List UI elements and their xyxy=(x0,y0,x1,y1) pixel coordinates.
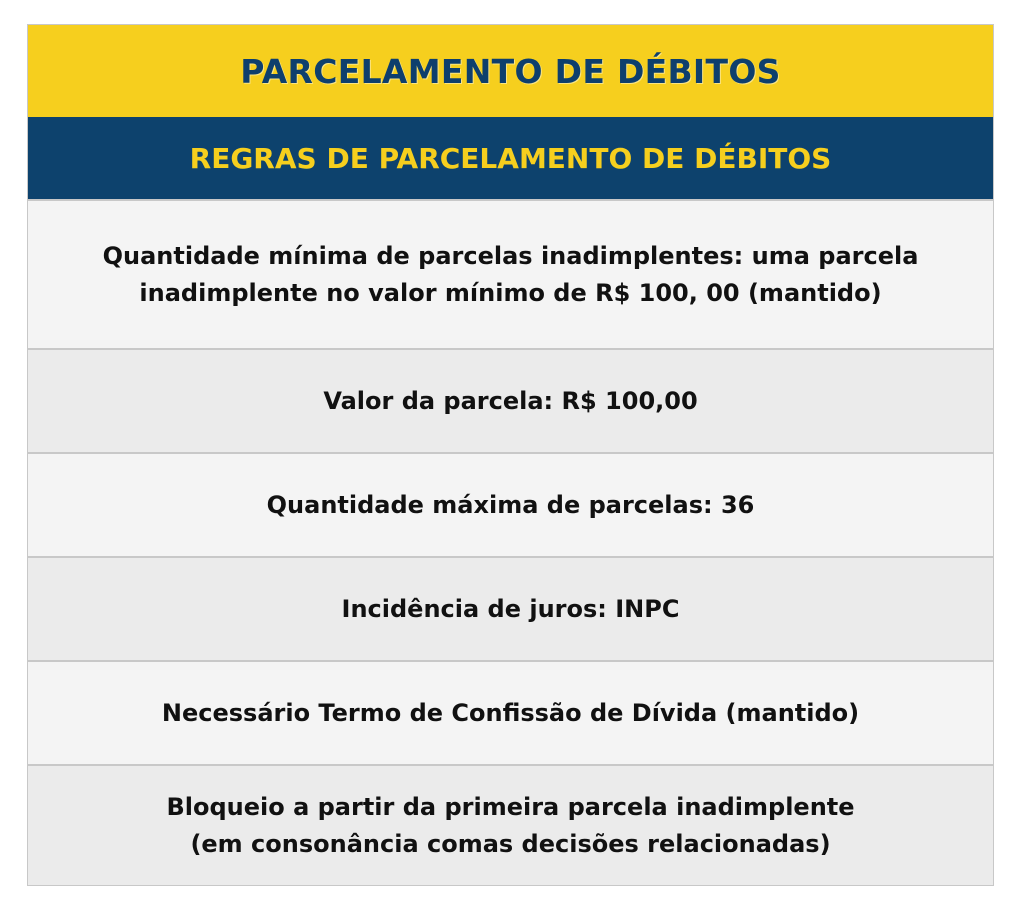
rule-text: Incidência de juros: INPC xyxy=(341,594,680,623)
rule-text: Quantidade máxima de parcelas: 36 xyxy=(266,490,755,519)
rule-row-minimum-installments xyxy=(28,199,993,348)
rule-text: inadimplente no valor mínimo de R$ 100, 00 (mantido) xyxy=(139,278,882,307)
rule-row-debt-confession xyxy=(28,660,993,764)
rule-text: Necessário Termo de Confissão de Dívida (mantido) xyxy=(161,698,860,727)
debt-installment-table xyxy=(27,24,994,886)
rule-text: Bloqueio a partir da primeira parcela inadimplente xyxy=(166,792,855,821)
rule-text: Valor da parcela: R$ 100,00 xyxy=(323,386,698,415)
rule-row-blocking xyxy=(28,764,993,885)
rule-row-maximum-installments xyxy=(28,452,993,556)
page-title: PARCELAMENTO DE DÉBITOS xyxy=(240,51,781,91)
rule-text: (em consonância comas decisões relacionadas) xyxy=(190,829,831,858)
rule-text: Quantidade mínima de parcelas inadimplentes: uma parcela xyxy=(102,241,919,270)
rule-row-interest xyxy=(28,556,993,660)
title-banner xyxy=(28,25,993,117)
rule-row-installment-value xyxy=(28,348,993,452)
section-subtitle: REGRAS DE PARCELAMENTO DE DÉBITOS xyxy=(189,141,832,175)
subtitle-banner xyxy=(28,117,993,199)
